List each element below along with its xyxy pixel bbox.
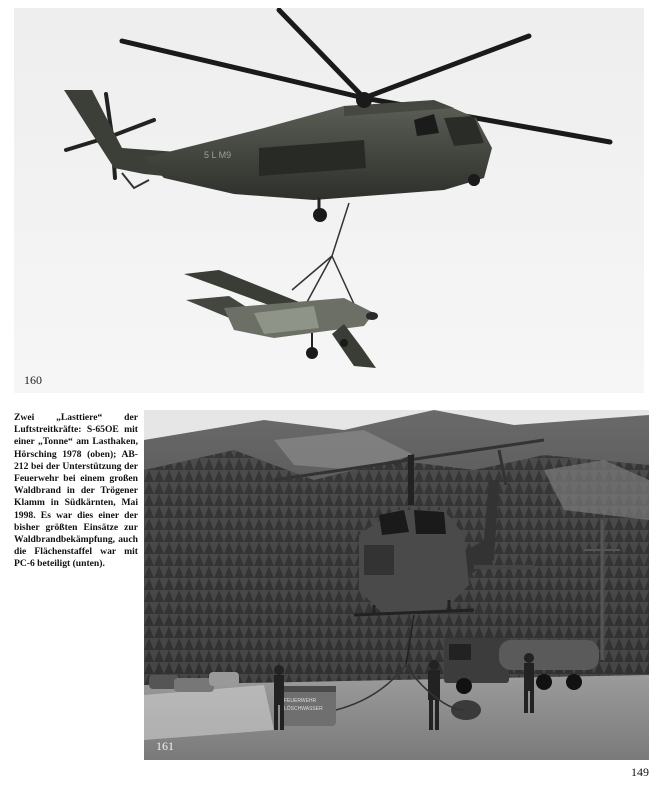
photo-helicopter-firefighting [144, 410, 649, 760]
figure-number-160: 160 [24, 373, 42, 387]
fire-bucket [281, 686, 336, 726]
bucket-label-1: FEUERWEHR [284, 698, 317, 704]
photo-helicopter-lifting-jet [14, 8, 644, 393]
page-number: 149 [631, 765, 649, 779]
figure-number-161: 161 [156, 739, 174, 753]
photo-bottom-image [144, 410, 649, 760]
photo-top-image [14, 8, 644, 393]
bucket-label-2: LÖSCHWASSER [284, 706, 323, 712]
tail-code: 5 L M9 [204, 150, 232, 160]
photo-caption: Zwei „Lasttiere“ der Luftstreitkräfte: S-65OE mit einer „Tonne“ am Lasthaken, Hörsching 1978 (oben); AB-212 bei der Unterstützung der Feuerwehr bei einem großen Waldbrand in der Trögener Klamm in Südkärnten, Mai 1998. Es war dies einer der bisher größten Einsätze zur Waldbrandbekämpfung, auch die Flächenstaffel war mit PC-6 beteiligt (unten). [14, 412, 138, 570]
